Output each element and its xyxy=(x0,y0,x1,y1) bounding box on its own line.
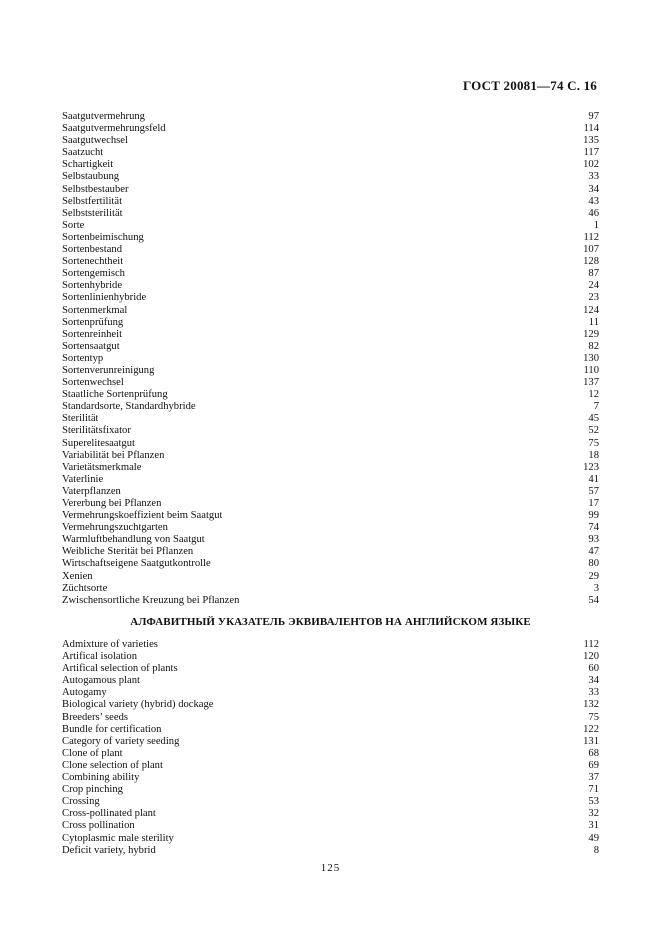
index-term: Sortensaatgut xyxy=(62,340,120,352)
index-number: 68 xyxy=(588,747,599,759)
index-term: Selbststerilität xyxy=(62,207,123,219)
index-term: Selbstaubung xyxy=(62,171,120,183)
index-number: 41 xyxy=(588,473,599,485)
index-entry xyxy=(62,498,599,510)
index-entry xyxy=(62,329,599,341)
index-entry xyxy=(62,184,599,196)
index-entry xyxy=(62,583,599,595)
index-term: Cytoplasmic male sterility xyxy=(62,832,174,844)
index-number: 107 xyxy=(583,244,599,256)
index-term: Selbstfertilität xyxy=(62,195,123,207)
index-entry xyxy=(62,413,599,425)
page-header: ГОСТ 20081—74 С. 16 xyxy=(463,78,597,93)
index-number: 29 xyxy=(588,570,599,582)
index-number: 8 xyxy=(593,844,599,856)
index-entry xyxy=(62,232,599,244)
index-number: 120 xyxy=(583,651,599,663)
english-index-list xyxy=(62,639,599,857)
index-number: 11 xyxy=(588,316,599,328)
index-number: 112 xyxy=(583,231,599,243)
index-term: Sterilität xyxy=(62,413,99,425)
index-entry xyxy=(62,196,599,208)
index-number: 97 xyxy=(588,111,599,122)
index-term: Sortenlinienhybride xyxy=(62,292,147,304)
index-term: Vaterpflanzen xyxy=(62,485,121,497)
index-entry xyxy=(62,377,599,389)
index-number: 122 xyxy=(583,723,599,735)
index-entry xyxy=(62,450,599,462)
index-entry xyxy=(62,558,599,570)
index-entry xyxy=(62,486,599,498)
index-entry xyxy=(62,833,599,845)
index-entry xyxy=(62,571,599,583)
index-entry xyxy=(62,208,599,220)
index-number: 24 xyxy=(588,280,599,292)
index-number: 23 xyxy=(588,292,599,304)
index-entry xyxy=(62,353,599,365)
index-entry xyxy=(62,317,599,329)
index-number: 128 xyxy=(583,256,599,268)
index-number: 74 xyxy=(588,522,599,534)
index-number: 37 xyxy=(588,772,599,784)
index-number: 57 xyxy=(588,485,599,497)
index-number: 34 xyxy=(588,675,599,687)
index-entry xyxy=(62,651,599,663)
index-term: Sortenprüfung xyxy=(62,316,124,328)
index-number: 132 xyxy=(583,699,599,711)
index-number: 46 xyxy=(588,207,599,219)
index-entry xyxy=(62,699,599,711)
index-term: Category of variety seeding xyxy=(62,735,180,747)
index-term: Autogamous plant xyxy=(62,675,140,687)
index-term: Crop pinching xyxy=(62,784,123,796)
index-number: 112 xyxy=(583,639,599,650)
index-term: Superelitesaatgut xyxy=(62,437,135,449)
index-entry xyxy=(62,438,599,450)
index-entry xyxy=(62,365,599,377)
index-term: Cross pollination xyxy=(62,820,135,832)
index-entry xyxy=(62,724,599,736)
index-term: Sortenwechsel xyxy=(62,377,124,389)
index-term: Vererbung bei Pflanzen xyxy=(62,498,162,509)
index-number: 34 xyxy=(588,183,599,195)
index-term: Breeders’ seeds xyxy=(62,711,128,723)
index-entry xyxy=(62,280,599,292)
index-entry xyxy=(62,845,599,857)
index-entry xyxy=(62,522,599,534)
index-term: Sortenverunreinigung xyxy=(62,364,155,376)
index-number: 137 xyxy=(583,377,599,389)
index-term: Autogamy xyxy=(62,687,107,699)
index-term: Artifical isolation xyxy=(62,651,138,663)
index-number: 124 xyxy=(583,304,599,316)
index-term: Xenien xyxy=(62,570,93,582)
index-entry xyxy=(62,474,599,486)
index-term: Vermehrungskoeffizient beim Saatgut xyxy=(62,510,223,522)
index-number: 117 xyxy=(583,147,599,159)
index-entry xyxy=(62,712,599,724)
index-number: 87 xyxy=(588,268,599,280)
index-term: Sortentyp xyxy=(62,352,104,364)
index-entry xyxy=(62,820,599,832)
index-number: 33 xyxy=(588,171,599,183)
index-entry xyxy=(62,772,599,784)
index-term: Schartigkeit xyxy=(62,159,114,171)
index-term: Combining ability xyxy=(62,772,140,784)
index-term: Sortenbestand xyxy=(62,244,123,256)
index-entry xyxy=(62,796,599,808)
page-number: 125 xyxy=(320,862,341,874)
index-entry xyxy=(62,244,599,256)
index-term: Bundle for certification xyxy=(62,723,162,735)
index-term: Weibliche Sterität bei Pflanzen xyxy=(62,546,194,558)
index-entry xyxy=(62,292,599,304)
index-entry xyxy=(62,220,599,232)
index-number: 17 xyxy=(588,498,599,509)
index-term: Saatzucht xyxy=(62,147,104,159)
german-index-list xyxy=(62,111,599,607)
index-entry xyxy=(62,111,599,123)
index-entry xyxy=(62,687,599,699)
index-entry xyxy=(62,784,599,796)
index-number: 47 xyxy=(588,546,599,558)
index-entry xyxy=(62,159,599,171)
index-entry xyxy=(62,305,599,317)
index-term: Sortenhybride xyxy=(62,280,123,292)
index-entry xyxy=(62,663,599,675)
index-number: 75 xyxy=(588,711,599,723)
index-number: 1 xyxy=(593,219,599,231)
index-term: Saatgutwechsel xyxy=(62,135,128,147)
index-number: 114 xyxy=(583,123,599,135)
index-number: 45 xyxy=(588,413,599,425)
section-title: АЛФАВИТНЫЙ УКАЗАТЕЛЬ ЭКВИВАЛЕНТОВ НА АНГЛИЙСКОМ ЯЗЫКЕ xyxy=(130,616,531,628)
index-number: 75 xyxy=(588,437,599,449)
index-number: 33 xyxy=(588,687,599,699)
index-number: 99 xyxy=(588,510,599,522)
index-entry xyxy=(62,268,599,280)
index-entry xyxy=(62,135,599,147)
index-term: Sorte xyxy=(62,219,85,231)
index-entry xyxy=(62,760,599,772)
index-number: 3 xyxy=(593,582,599,594)
index-entry xyxy=(62,510,599,522)
index-number: 49 xyxy=(588,832,599,844)
index-term: Zwischensortliche Kreuzung bei Pflanzen xyxy=(62,594,240,606)
index-entry xyxy=(62,639,599,651)
index-number: 131 xyxy=(583,735,599,747)
index-number: 54 xyxy=(588,594,599,606)
index-entry xyxy=(62,341,599,353)
index-term: Cross-pollinated plant xyxy=(62,808,156,820)
index-term: Biological variety (hybrid) dockage xyxy=(62,699,214,711)
index-term: Züchtsorte xyxy=(62,582,108,594)
index-term: Wirtschaftseigene Saatgutkontrolle xyxy=(62,558,211,570)
index-term: Crossing xyxy=(62,796,100,808)
index-number: 53 xyxy=(588,796,599,808)
index-term: Vermehrungszuchtgarten xyxy=(62,522,168,534)
index-number: 71 xyxy=(588,784,599,796)
index-term: Saatgutvermehrungsfeld xyxy=(62,123,166,135)
index-number: 69 xyxy=(588,759,599,771)
index-term: Selbstbestauber xyxy=(62,183,129,195)
index-number: 60 xyxy=(588,663,599,675)
index-number: 93 xyxy=(588,534,599,546)
index-number: 52 xyxy=(588,425,599,437)
index-term: Admixture of varieties xyxy=(62,639,158,650)
index-number: 123 xyxy=(583,461,599,473)
index-entry xyxy=(62,256,599,268)
index-number: 12 xyxy=(588,389,599,401)
index-term: Standardsorte, Standardhybride xyxy=(62,401,196,413)
index-entry xyxy=(62,401,599,413)
index-term: Clone selection of plant xyxy=(62,759,163,771)
index-number: 7 xyxy=(593,401,599,413)
index-term: Warmluftbehandlung von Saatgut xyxy=(62,534,205,546)
index-term: Varietätsmerkmale xyxy=(62,461,142,473)
index-number: 82 xyxy=(588,340,599,352)
index-entry xyxy=(62,534,599,546)
index-number: 31 xyxy=(588,820,599,832)
index-entry xyxy=(62,748,599,760)
index-term: Sortenechtheit xyxy=(62,256,124,268)
index-term: Variabilität bei Pflanzen xyxy=(62,449,165,461)
index-entry xyxy=(62,808,599,820)
index-entry xyxy=(62,147,599,159)
index-term: Sterilitätsfixator xyxy=(62,425,131,437)
index-number: 18 xyxy=(588,449,599,461)
index-entry xyxy=(62,675,599,687)
index-term: Clone of plant xyxy=(62,747,123,759)
index-term: Sortengemisch xyxy=(62,268,125,280)
index-number: 80 xyxy=(588,558,599,570)
index-number: 110 xyxy=(583,364,599,376)
index-term: Sortenbeimischung xyxy=(62,231,144,243)
index-entry xyxy=(62,462,599,474)
index-term: Deficit variety, hybrid xyxy=(62,844,156,856)
index-entry xyxy=(62,123,599,135)
index-term: Saatgutvermehrung xyxy=(62,111,145,122)
index-term: Vaterlinie xyxy=(62,473,104,485)
index-number: 130 xyxy=(583,352,599,364)
index-entry xyxy=(62,425,599,437)
index-entry xyxy=(62,736,599,748)
index-number: 129 xyxy=(583,328,599,340)
index-entry xyxy=(62,171,599,183)
index-number: 32 xyxy=(588,808,599,820)
index-term: Staatliche Sortenprüfung xyxy=(62,389,168,401)
index-entry xyxy=(62,546,599,558)
index-term: Artifical selection of plants xyxy=(62,663,178,675)
index-number: 102 xyxy=(583,159,599,171)
index-entry xyxy=(62,595,599,607)
index-number: 135 xyxy=(583,135,599,147)
index-number: 43 xyxy=(588,195,599,207)
index-term: Sortenreinheit xyxy=(62,328,123,340)
index-entry xyxy=(62,389,599,401)
index-term: Sortenmerkmal xyxy=(62,304,128,316)
